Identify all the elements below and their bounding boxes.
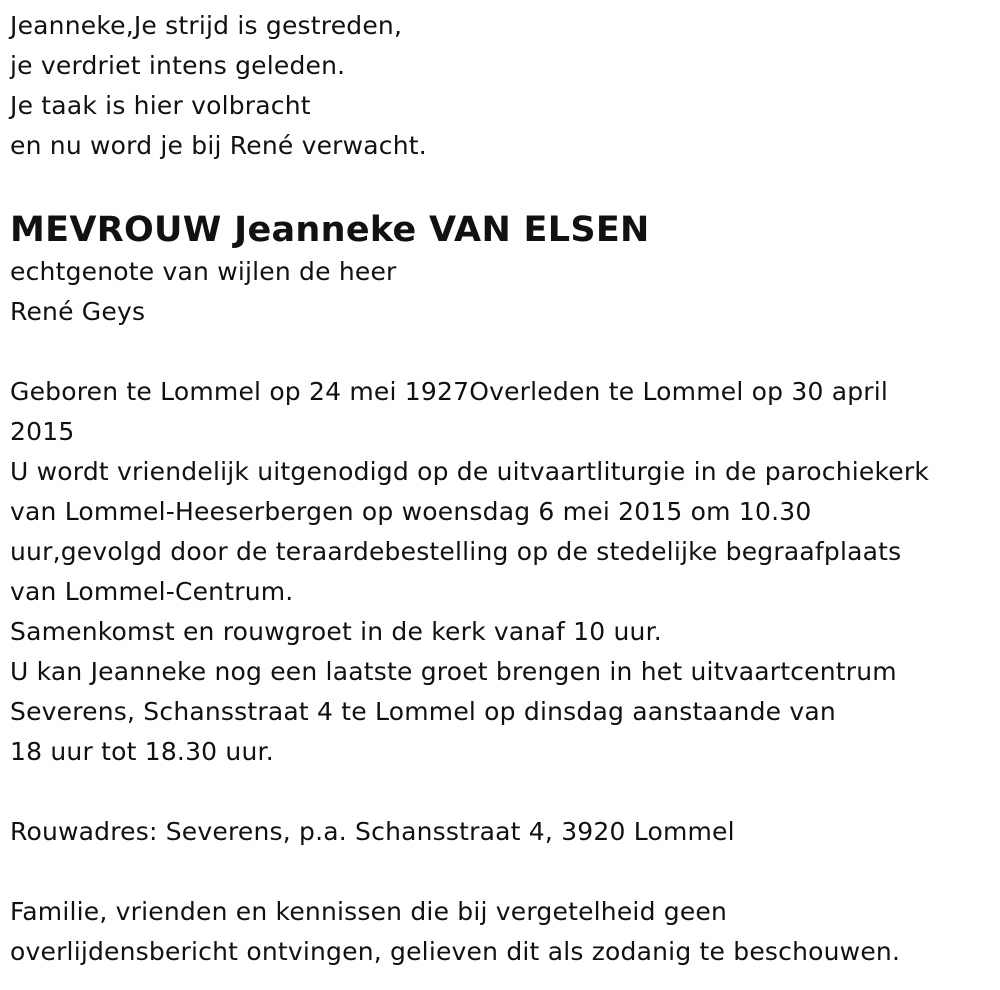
obituary-notice xyxy=(10,6,990,972)
funeral-details xyxy=(10,372,990,772)
spacer xyxy=(10,772,990,812)
poem-line: en nu word je bij René verwacht. xyxy=(10,131,427,160)
details-line: 2015 xyxy=(10,417,75,446)
poem-line: Je taak is hier volbracht xyxy=(10,91,311,120)
deceased-name: MEVROUW Jeanneke VAN ELSEN xyxy=(10,210,650,250)
details-line: uur,gevolgd door de teraardebestelling op de stedelijke begraafplaats xyxy=(10,537,902,566)
details-line: van Lommel-Centrum. xyxy=(10,577,294,606)
details-line: Geboren te Lommel op 24 mei 1927Overleden te Lommel op 30 april xyxy=(10,377,889,406)
details-line: 18 uur tot 18.30 uur. xyxy=(10,737,274,766)
details-line: U kan Jeanneke nog een laatste groet brengen in het uitvaartcentrum xyxy=(10,657,897,686)
poem xyxy=(10,6,990,166)
poem-line: Jeanneke,Je strijd is gestreden, xyxy=(10,11,403,40)
spouse-info xyxy=(10,252,990,332)
details-line: Samenkomst en rouwgroet in de kerk vanaf 10 uur. xyxy=(10,617,662,646)
spouse-line: René Geys xyxy=(10,297,146,326)
details-line: van Lommel-Heeserbergen op woensdag 6 mei 2015 om 10.30 xyxy=(10,497,812,526)
closing-line: overlijdensbericht ontvingen, gelieven dit als zodanig te beschouwen. xyxy=(10,937,901,966)
spouse-line: echtgenote van wijlen de heer xyxy=(10,257,397,286)
spacer xyxy=(10,166,990,206)
spacer xyxy=(10,332,990,372)
details-line: U wordt vriendelijk uitgenodigd op de uitvaartliturgie in de parochiekerk xyxy=(10,457,930,486)
closing-line: Familie, vrienden en kennissen die bij vergetelheid geen xyxy=(10,897,728,926)
mourning-address: Rouwadres: Severens, p.a. Schansstraat 4, 3920 Lommel xyxy=(10,817,735,846)
details-line: Severens, Schansstraat 4 te Lommel op dinsdag aanstaande van xyxy=(10,697,836,726)
spacer xyxy=(10,852,990,892)
closing-note xyxy=(10,892,990,972)
poem-line: je verdriet intens geleden. xyxy=(10,51,346,80)
